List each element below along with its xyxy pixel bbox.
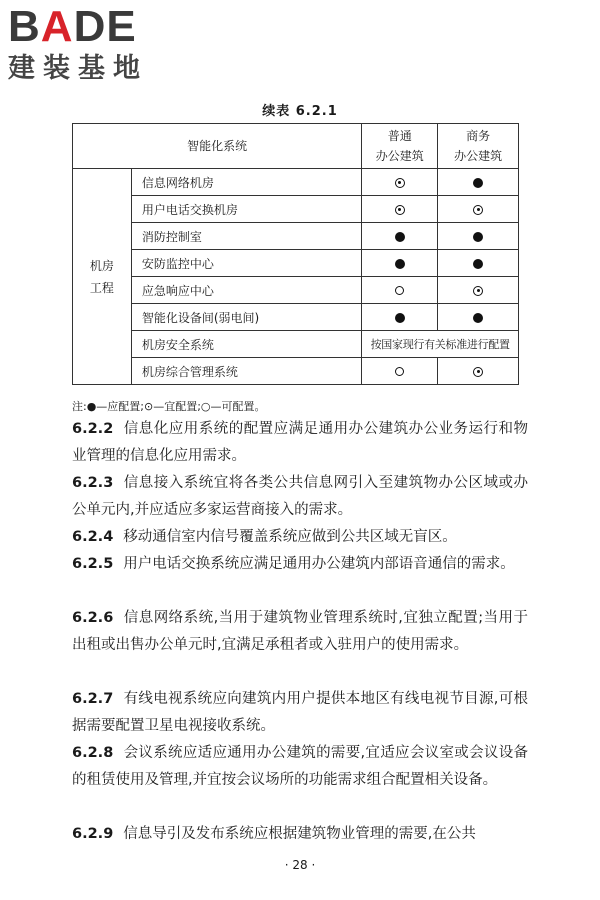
system-name-cell: 信息网络机房 (131, 169, 361, 196)
dot-icon (395, 313, 405, 323)
config-symbol-cell (438, 169, 519, 196)
config-symbol-cell (362, 277, 438, 304)
dot-icon (395, 259, 405, 269)
table-row (73, 196, 519, 223)
ring-dot-icon (473, 205, 483, 215)
clause-paragraph (72, 605, 528, 659)
clause-number: 6.2.3 (72, 475, 114, 491)
config-symbol-cell (438, 304, 519, 331)
merged-config-cell: 按国家现行有关标准进行配置 (362, 331, 519, 358)
table-row (73, 169, 519, 196)
config-symbol-cell (362, 250, 438, 277)
system-name-cell: 智能化设备间(弱电间) (131, 304, 361, 331)
system-name-cell: 应急响应中心 (131, 277, 361, 304)
page-number: · 28 · (284, 858, 316, 872)
table-row (73, 223, 519, 250)
clause-text: 移动通信室内信号覆盖系统应做到公共区域无盲区。 (123, 529, 457, 545)
system-name-cell: 安防监控中心 (131, 250, 361, 277)
system-name-cell: 机房安全系统 (131, 331, 361, 358)
clause-text: 会议系统应适应通用办公建筑的需要,宜适应会议室或会议设备的租赁使用及管理,并宜按会议场所的功能需求组合配置相关设备。 (72, 745, 528, 788)
clause-paragraph (72, 524, 528, 551)
system-name-cell: 机房综合管理系统 (131, 358, 361, 385)
logo-subtitle: 建装基地 (8, 53, 148, 84)
ring-dot-icon (473, 367, 483, 377)
clause-number: 6.2.2 (72, 421, 114, 437)
dot-icon (395, 232, 405, 242)
config-symbol-cell (438, 250, 519, 277)
config-symbol-cell (362, 358, 438, 385)
clause-number: 6.2.7 (72, 691, 114, 707)
logo-brand: BADE (8, 2, 137, 51)
config-symbol-cell (438, 358, 519, 385)
clause-text: 信息接入系统宜将各类公共信息网引入至建筑物办公区域或办公单元内,并应适应多家运营商接入的需求。 (72, 475, 528, 518)
ring-dot-icon (395, 178, 405, 188)
clause-text: 信息网络系统,当用于建筑物业管理系统时,宜独立配置;当用于出租或出售办公单元时,宜满足承租者或入驻用户的使用需求。 (72, 610, 528, 653)
table-row (73, 277, 519, 304)
clause-text: 信息导引及发布系统应根据建筑物业管理的需要,在公共 (123, 826, 476, 842)
ring-dot-icon (395, 205, 405, 215)
ring-dot-icon (473, 286, 483, 296)
category-cell: 机房 工程 (73, 169, 132, 385)
dot-icon (473, 232, 483, 242)
header-col-business-office: 商务 办公建筑 (438, 124, 519, 169)
config-symbol-cell (438, 277, 519, 304)
circle-icon (395, 286, 404, 295)
dot-icon (473, 259, 483, 269)
clause-paragraph (72, 686, 528, 740)
system-name-cell: 用户电话交换机房 (131, 196, 361, 223)
header-system: 智能化系统 (73, 124, 362, 169)
table-row (73, 304, 519, 331)
clause-paragraph (72, 821, 528, 848)
config-symbol-cell (438, 196, 519, 223)
clause-paragraph (72, 551, 528, 578)
clause-number: 6.2.8 (72, 745, 114, 761)
clause-number: 6.2.4 (72, 529, 114, 545)
system-name-cell: 消防控制室 (131, 223, 361, 250)
clause-text: 用户电话交换系统应满足通用办公建筑内部语音通信的需求。 (123, 556, 515, 572)
clause-paragraph (72, 470, 528, 524)
clause-number: 6.2.5 (72, 556, 114, 572)
table-header-row (73, 124, 519, 169)
clause-number: 6.2.9 (72, 826, 114, 842)
config-symbol-cell (362, 223, 438, 250)
logo (8, 4, 183, 86)
table-row (73, 250, 519, 277)
table-row (73, 331, 519, 358)
config-table (72, 123, 519, 385)
dot-icon (473, 178, 483, 188)
config-symbol-cell (362, 304, 438, 331)
dot-icon (473, 313, 483, 323)
header-col-general-office: 普通 办公建筑 (362, 124, 438, 169)
config-symbol-cell (362, 169, 438, 196)
table-row (73, 358, 519, 385)
clause-number: 6.2.6 (72, 610, 114, 626)
clause-paragraph (72, 416, 528, 470)
clause-text: 信息化应用系统的配置应满足通用办公建筑办公业务运行和物业管理的信息化应用需求。 (72, 421, 528, 464)
config-symbol-cell (362, 196, 438, 223)
circle-icon (395, 367, 404, 376)
clause-text: 有线电视系统应向建筑内用户提供本地区有线电视节目源,可根据需要配置卫星电视接收系统。 (72, 691, 528, 734)
config-symbol-cell (438, 223, 519, 250)
table-caption: 续表 6.2.1 (262, 104, 338, 119)
clause-paragraph (72, 740, 528, 794)
table-note: 注:●—应配置;⊙—宜配置;○—可配置。 (72, 400, 266, 413)
